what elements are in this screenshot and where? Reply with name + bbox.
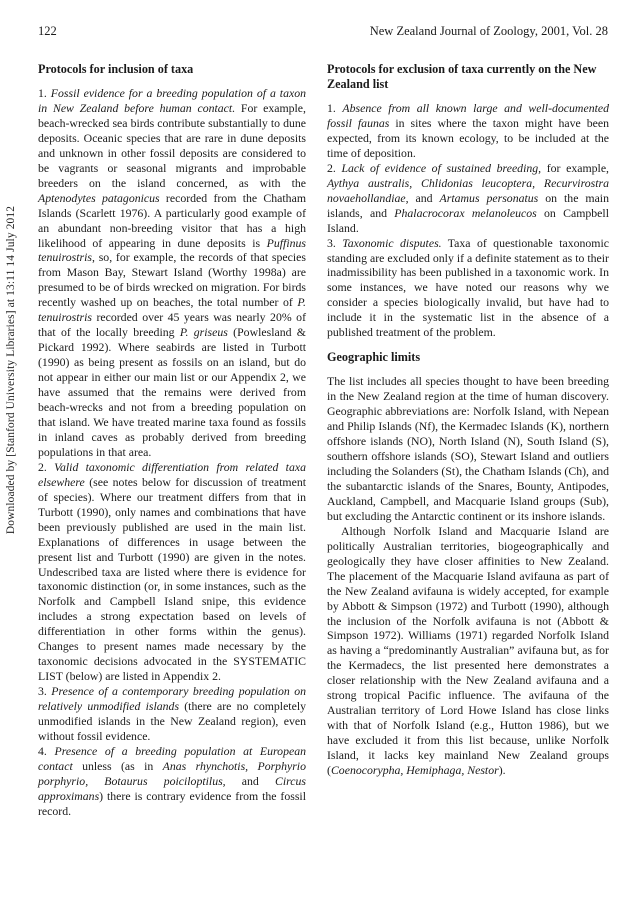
paragraph-text: recorded from the Chatham Islands (Scarlett 1976). A particularly good example of an abundant non-breeding visitor that has a high likelihood of appearing in dune deposits is <box>38 190 306 250</box>
taxon-name: Aythya australis, Chlidonias leucoptera, Recurvirostra novaehollandiae, <box>327 175 609 205</box>
paragraph-text: on the main islands, and <box>327 190 609 220</box>
paragraph-text: ). <box>498 763 506 778</box>
item-number: 1. <box>327 101 343 115</box>
protocol-title: Valid taxonomic differentiation from related taxa elsewhere <box>38 459 306 489</box>
taxon-name: Coenocorypha, Hemiphaga, Nestor <box>330 763 499 778</box>
inclusion-protocol-1 <box>38 86 306 460</box>
paragraph-text: (there are no completely unmodified islands in the New Zealand region), even without fossil evidence. <box>38 699 306 743</box>
item-number: 3. <box>327 235 343 250</box>
paragraph-text: , so, for example, the records of that species from Mason Bay, Stewart Island (Worthy 1998a) are presumed to be of birds wrecked on migration. For birds recently washed up on beaches, the total number of <box>38 250 306 310</box>
exclusion-protocol-1 <box>327 101 609 161</box>
item-number: 3. <box>38 684 52 699</box>
taxon-name: Anas rhynchotis, Porphyrio porphyrio, Botaurus poiciloptilus, <box>38 758 306 788</box>
item-number: 2. <box>327 160 342 175</box>
protocol-title: Presence of a contemporary breeding population on relatively unmodified islands <box>38 684 307 714</box>
taxon-name: Puffinus tenuirostris <box>38 235 306 265</box>
left-column <box>38 62 306 819</box>
inclusion-protocol-3 <box>38 684 306 744</box>
taxon-name: Aptenodytes patagonicus <box>38 190 160 205</box>
paragraph-text: and <box>408 190 440 205</box>
paragraph-text: unless (as in <box>72 758 163 773</box>
inclusion-protocol-4 <box>38 744 306 819</box>
geographic-limits-paragraph: The list includes all species thought to have been breeding in the New Zealand region at the time of human discovery. Geographic abbreviations are: Norfolk Island, with Nepean and Philip Islands (Nf), the Kermadec Islands (K), northern offshore islands (NO), North Island (N), South Island (S), southern offshore islands (SO), Stewart Island and outliers including the Solanders (St), the Chatham Islands (Ch), and the subantarctic islands of the Snares, Bounty, Antipodes, Auckland, Campbell, and Macquarie Island groups (Sub), but excluding the Antarctic continent or its inshore islands. <box>327 374 609 523</box>
inclusion-protocol-2 <box>38 460 306 684</box>
taxon-name: Phalacrocorax melanoleucos <box>394 205 537 220</box>
paragraph-text: in sites where the taxon might have been expected, from its known ecology, to be included at the time of deposition. <box>327 115 609 160</box>
paragraph-text: For example, beach-wrecked sea birds contribute substantially to dune deposits. Oceanic species that are rare in dune deposits and unknown in other fossil deposits are considered to be vagrants or seasonal migrants and improbable breeders on the island concerned, as with the <box>38 100 306 190</box>
taxon-name: P. tenuirostris <box>38 295 306 325</box>
download-sidebar <box>2 70 20 670</box>
journal-citation: New Zealand Journal of Zoology, 2001, Vol. 28 <box>369 24 608 38</box>
item-number: 1. <box>38 86 51 100</box>
paragraph-text: on Campbell Island. <box>327 205 609 235</box>
item-number: 4. <box>38 743 55 758</box>
taxon-name: Artamus personatus <box>439 190 539 205</box>
protocol-title: Taxonomic disputes. <box>342 235 442 250</box>
exclusion-protocol-2 <box>327 161 609 236</box>
norfolk-macquarie-paragraph <box>327 524 609 778</box>
paragraph-text: recorded over 45 years was nearly 20% of that of the locally breeding <box>38 310 306 340</box>
right-column <box>327 62 609 778</box>
paragraph-text: ) there is contrary evidence from the fossil record. <box>38 788 306 818</box>
taxon-name: P. griseus <box>179 325 228 340</box>
section-heading-exclusion: Protocols for exclusion of taxa currently on the New Zealand list <box>327 62 597 91</box>
paragraph-text: Although Norfolk Island and Macquarie Island are politically Australian territories, biogeographically and geologically they have closer affinities to New Zealand. The placement of the Macquarie Island avifauna as part of the New Zealand avifauna is widely accepted, for example by Abbott & Simpson (1972) and Turbott (1990), although the inclusion of the Norfolk avifauna is not (Abbott & Simpson 1972). Williams (1971) regarded Norfolk Island as having a “predominantly Australian” avifauna but, as for the Kermadecs, the list presented here demonstrates a closer relationship with the New Zealand avifauna and a strong tropical Pacific influence. The avifauna of the Australian territory of Lord Howe Island has close links with that of Norfolk Island (e.g., Hutton 1986), but we have excluded it from this list because, unlike Norfolk Island, it lacks key mainland New Zealand groups ( <box>327 523 609 778</box>
taxon-name: Circus approximans <box>38 773 307 803</box>
paragraph-text: (Powlesland & Pickard 1992). Where seabirds are listed in Turbott (1990) as being present as fossils on an island, but do not appear in either our main list or our Appendix 2, we have assumed that the remains were derived from beach-wrecks and not from a breeding population on that island. We have treated marine taxa found as fossils in inland caves as probably derived from breeding populations in that area. <box>38 325 306 459</box>
item-number: 2. <box>38 459 55 474</box>
protocol-title: Absence from all known large and well-documented fossil faunas <box>327 101 610 130</box>
exclusion-protocol-3 <box>327 236 609 341</box>
running-header <box>38 24 608 39</box>
paragraph-text: and <box>225 773 275 788</box>
paragraph-text: Taxa of questionable taxonomic standing are excluded only if a definite statement as to their inadmissibility has been published in a taxonomic work. In some instances, we have noted our reasons why we consider a species biologically invalid, but have had to include it in the systematic list in the absence of a published treatment of the problem. <box>327 235 609 340</box>
paragraph-text: for example, <box>541 160 610 175</box>
paragraph-text: (see notes below for discussion of treatment of species). Where our treatment differs from that in Turbott (1990), only names and combinations that have been previously published are used in the main list. Explanations of differences in usage between the present list and Turbott (1990) are given in the notes. Undescribed taxa are listed where there is evidence for taxonomic distinction (or, in some instances, such as the Norfolk and Campbell Island snipe, this evidence includes a strong expectation based on levels of differentiation in other forms within the genus). Changes to present names made necessary by the taxonomic decisions advocated in the SYSTEMATIC LIST (below) are listed in Appendix 2. <box>38 474 306 684</box>
protocol-title: Fossil evidence for a breeding population of a taxon in New Zealand before human contact. <box>38 86 306 115</box>
section-heading-inclusion: Protocols for inclusion of taxa <box>38 62 194 76</box>
protocol-title: Lack of evidence of sustained breeding, <box>341 160 542 175</box>
section-heading-geographic-limits: Geographic limits <box>327 350 421 365</box>
page-number: 122 <box>38 24 57 38</box>
download-notice: Downloaded by [Stanford University Libraries] at 13:11 14 July 2012 <box>5 205 18 535</box>
protocol-title: Presence of a breeding population at European contact <box>38 743 306 773</box>
